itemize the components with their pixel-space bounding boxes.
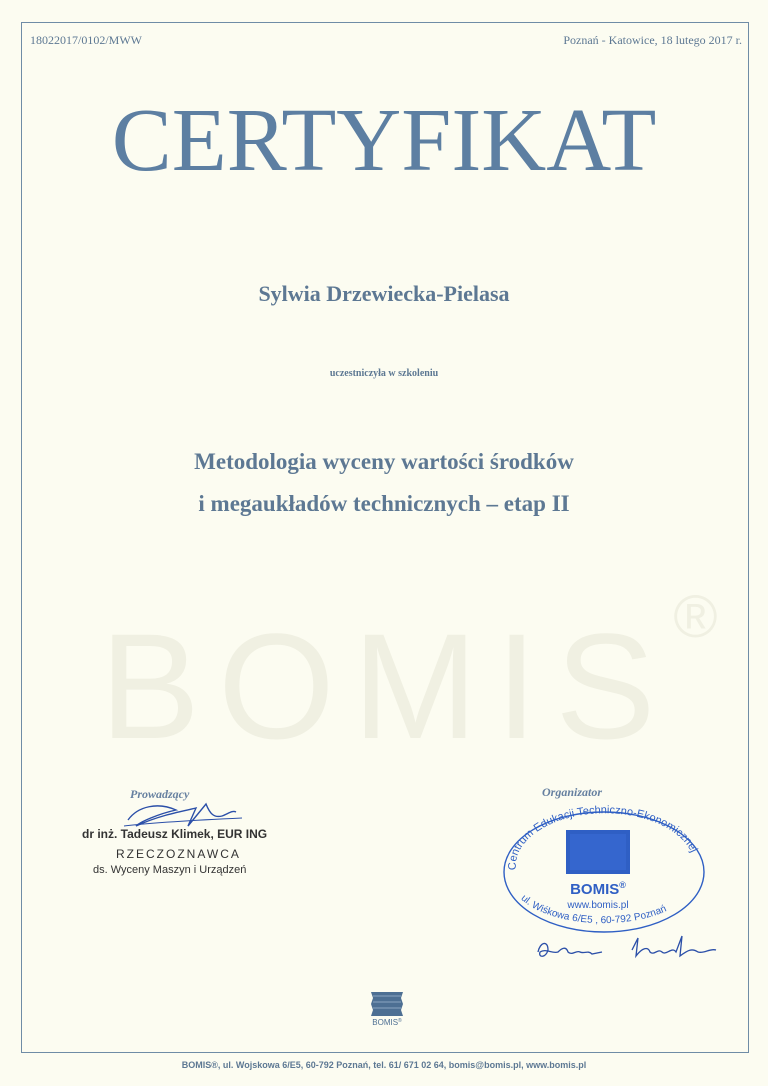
course-title-line-2: i megaukładów technicznych – etap II xyxy=(198,491,570,516)
course-title-line-1: Metodologia wyceny wartości środków xyxy=(194,449,574,474)
lead-name: dr inż. Tadeusz Klimek, EUR ING xyxy=(82,827,268,841)
footer-address: BOMIS®, ul. Wojskowa 6/E5, 60-792 Poznań, tel. 61/ 671 02 64, bomis@bomis.pl, www.bomis.pl xyxy=(181,1060,587,1070)
certificate-title: CERTYFIKAT xyxy=(111,91,657,190)
course-title xyxy=(0,441,768,525)
watermark-registered-mark: ® xyxy=(673,583,718,650)
recipient-name: Sylwia Drzewiecka-Pielasa xyxy=(258,281,510,306)
organizer-label: Organizator xyxy=(542,785,603,799)
watermark-text: BOMIS xyxy=(100,602,674,770)
intro-text: uczestniczyła w szkoleniu xyxy=(329,368,439,379)
document-number: 18022017/0102/MWW xyxy=(30,33,142,47)
stamp-arc-text: Centrum Edukacji Techniczno-Ekonomicznej xyxy=(506,804,700,871)
footer-logo xyxy=(369,990,405,1028)
lead-role: RZECZOZNAWCA xyxy=(116,847,241,861)
lead-specialty: ds. Wyceny Maszyn i Urządzeń xyxy=(93,864,247,876)
stamp-www: www.bomis.pl xyxy=(567,900,629,911)
footer-logo-text: BOMIS® xyxy=(372,1018,402,1027)
watermark xyxy=(100,583,718,773)
lead-label: Prowadzący xyxy=(130,787,190,801)
organizer-stamp xyxy=(498,800,708,940)
place-and-date: Poznań - Katowice, 18 lutego 2017 r. xyxy=(563,33,742,47)
organizer-signature xyxy=(532,930,722,966)
stamp-address: ul. Wiśkowa 6/E5 , 60-792 Poznań xyxy=(518,892,669,927)
stamp-brand: BOMIS® xyxy=(570,880,626,898)
